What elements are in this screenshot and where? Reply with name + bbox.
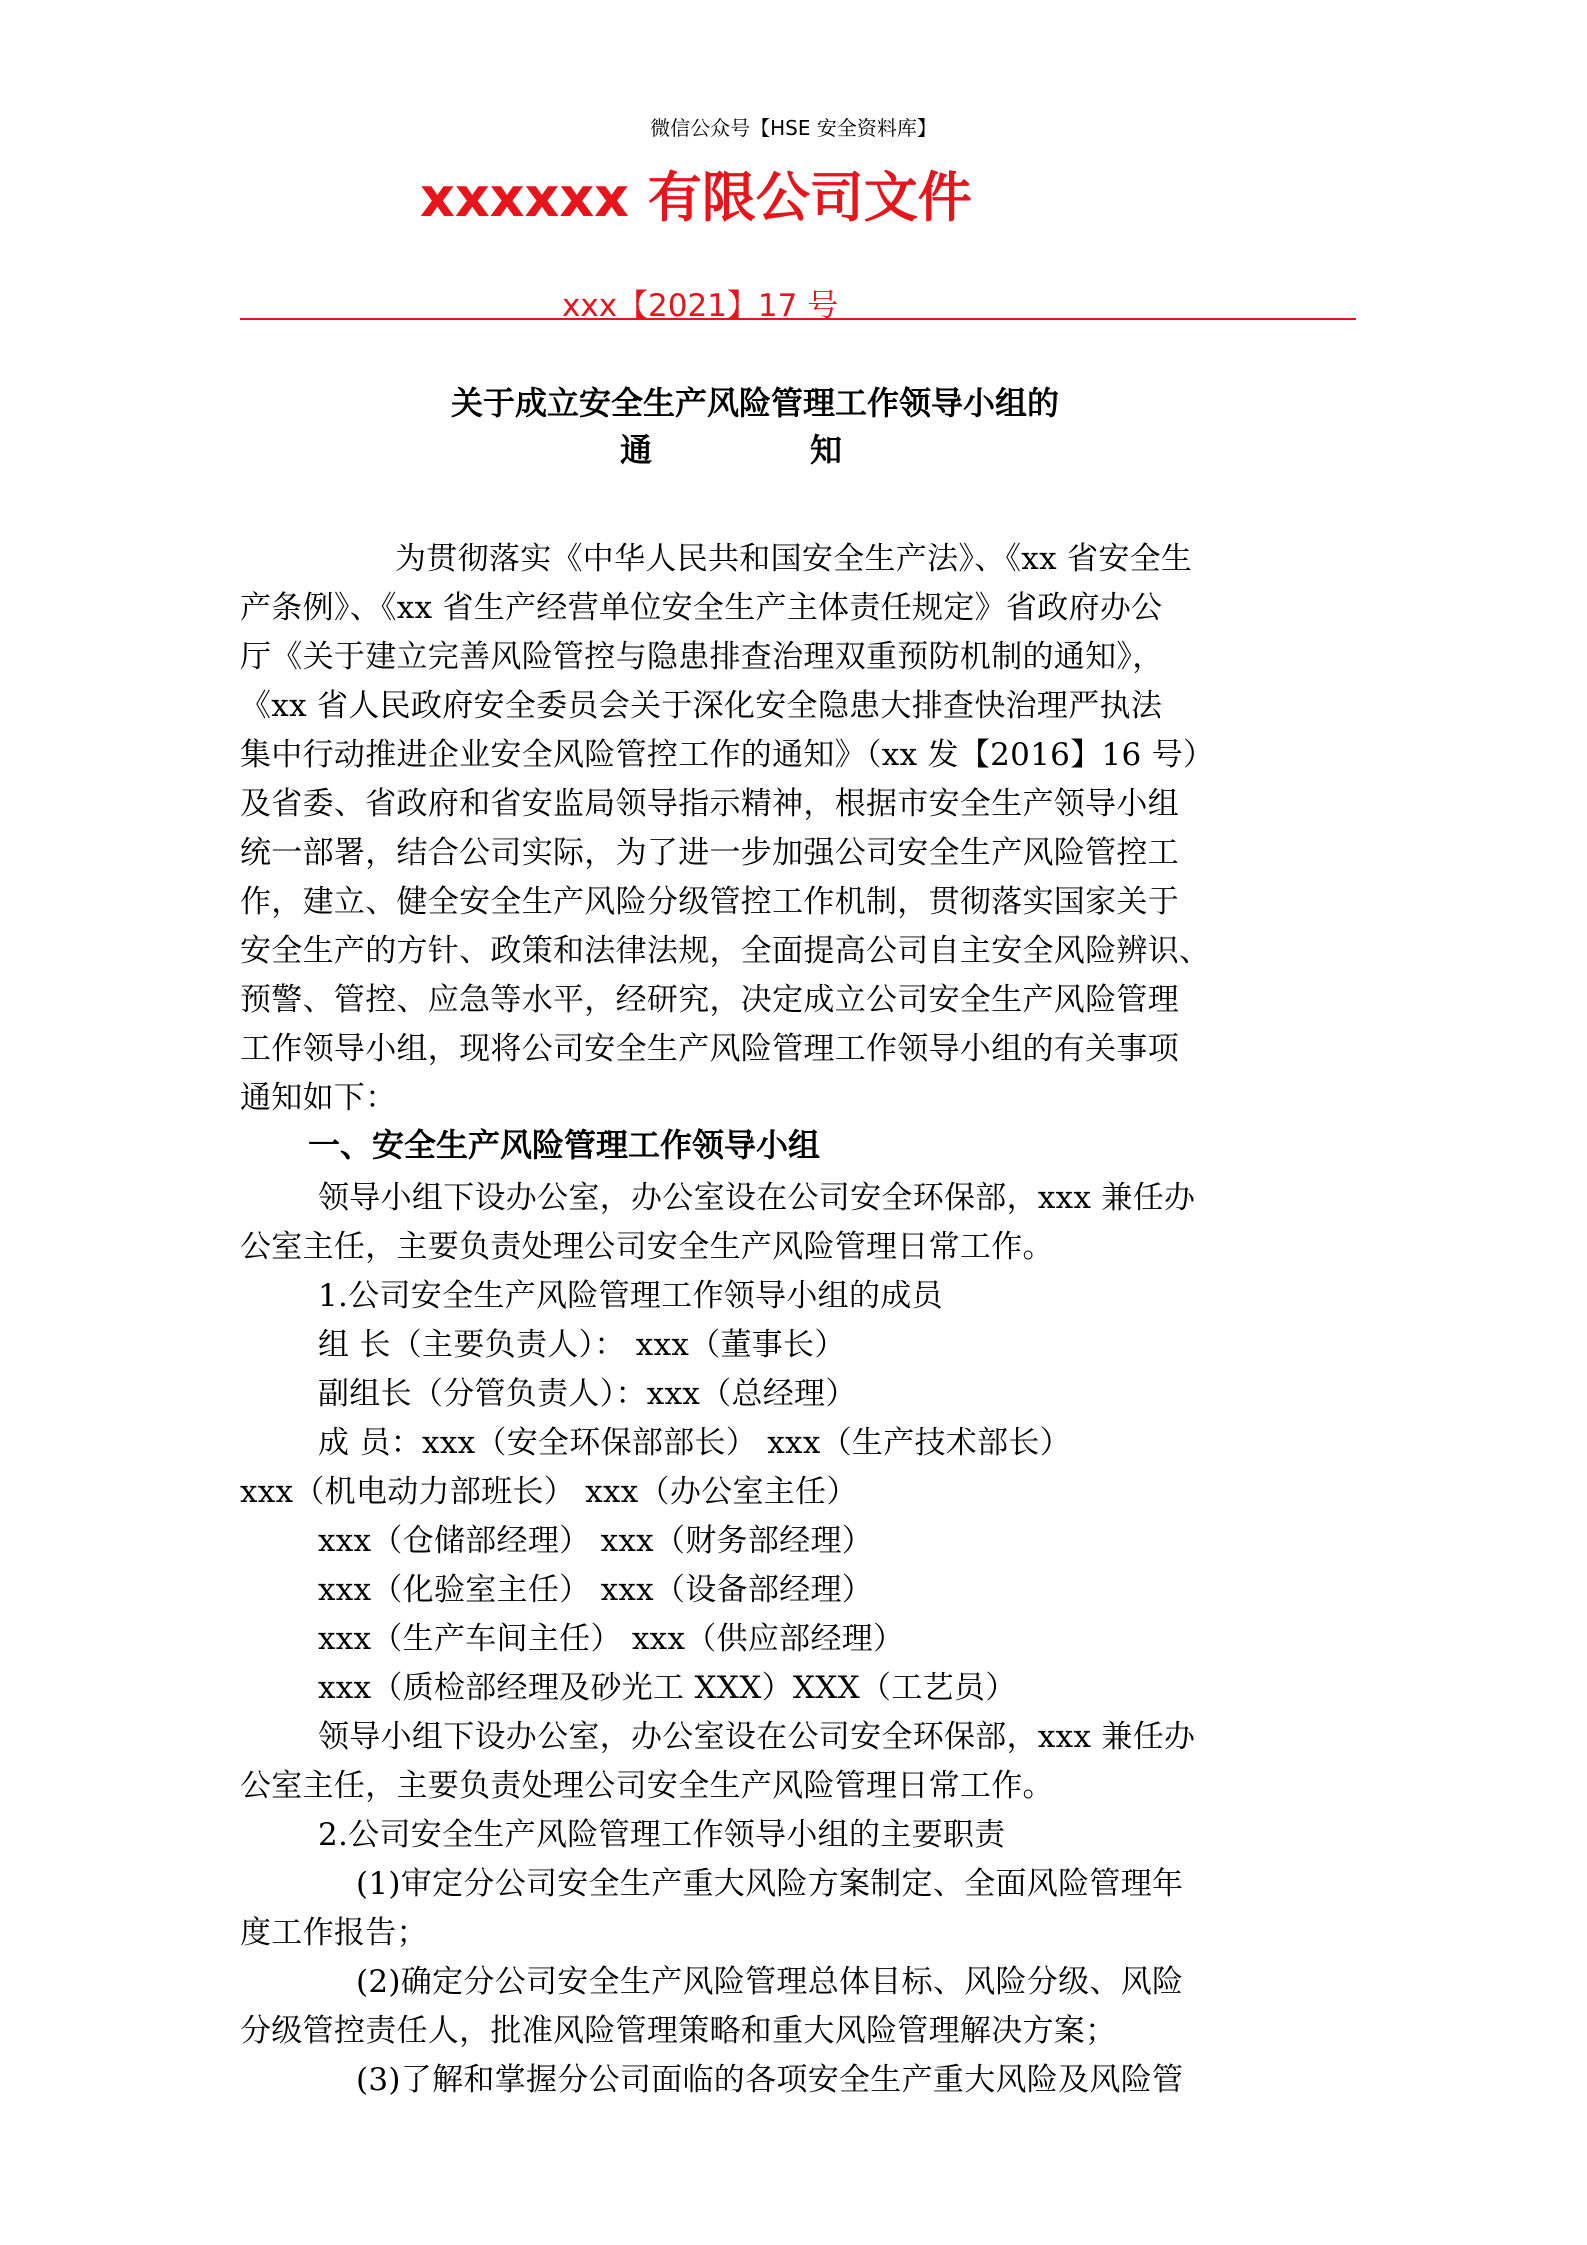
intro-line: 厅《关于建立完善风险管控与隐患排查治理双重预防机制的通知》， bbox=[240, 639, 1164, 675]
intro-line: 《xx 省人民政府安全委员会关于深化安全隐患大排查快治理严执法 bbox=[240, 688, 1163, 724]
duty-item: (2)确定分公司安全生产风险管理总体目标、风险分级、风险 bbox=[356, 1964, 1184, 2000]
office-line: 公室主任，主要负责处理公司安全生产风险管理日常工作。 bbox=[240, 1768, 1054, 1804]
member-list-line: xxx（机电动力部班长） xxx（办公室主任） bbox=[240, 1474, 858, 1510]
watermark-text: 微信公众号【HSE 安全资料库】 bbox=[650, 116, 937, 140]
office-line: 公室主任，主要负责处理公司安全生产风险管理日常工作。 bbox=[240, 1229, 1054, 1265]
intro-line: 为贯彻落实《中华人民共和国安全生产法》、《xx 省安全生 bbox=[395, 541, 1193, 577]
intro-line: 安全生产的方针、政策和法律法规，全面提高公司自主安全风险辨识、 bbox=[240, 933, 1211, 969]
duty-item: (3)了解和掌握分公司面临的各项安全生产重大风险及风险管 bbox=[356, 2062, 1184, 2098]
member-list-line: 成 员：xxx（安全环保部部长） xxx（生产技术部长） bbox=[318, 1425, 1072, 1461]
section-heading: 一、安全生产风险管理工作领导小组 bbox=[308, 1126, 821, 1164]
intro-line: 工作领导小组，现将公司安全生产风险管理工作领导小组的有关事项 bbox=[240, 1031, 1179, 1067]
office-line: 领导小组下设办公室，办公室设在公司安全环保部，xxx 兼任办 bbox=[318, 1180, 1196, 1216]
red-divider-line bbox=[240, 318, 1356, 320]
intro-line: 统一部署，结合公司实际，为了进一步加强公司安全生产风险管控工 bbox=[240, 835, 1179, 871]
notice-title-char-2: 知 bbox=[810, 431, 843, 469]
intro-line: 产条例》、《xx 省生产经营单位安全生产主体责任规定》省政府办公 bbox=[240, 590, 1163, 626]
intro-line: 作，建立、健全安全生产风险分级管控工作机制，贯彻落实国家关于 bbox=[240, 884, 1179, 920]
notice-title-char-1: 通 bbox=[620, 431, 653, 469]
member-list-line: xxx（化验室主任） xxx（设备部经理） bbox=[318, 1572, 874, 1608]
company-document-title: xxxxxx 有限公司文件 bbox=[420, 166, 972, 229]
duty-item: 度工作报告； bbox=[240, 1915, 428, 1951]
intro-line: 通知如下： bbox=[240, 1080, 397, 1116]
document-number: xxx【2021】17 号 bbox=[562, 288, 839, 324]
duty-item: 分级管控责任人，批准风险管理策略和重大风险管理解决方案； bbox=[240, 2013, 1117, 2049]
notice-title: 关于成立安全生产风险管理工作领导小组的 bbox=[450, 384, 1059, 422]
member-list-line: xxx（生产车间主任） xxx（供应部经理） bbox=[318, 1621, 905, 1657]
office-line: 领导小组下设办公室，办公室设在公司安全环保部，xxx 兼任办 bbox=[318, 1719, 1196, 1755]
duties-heading: 2.公司安全生产风险管理工作领导小组的主要职责 bbox=[318, 1817, 1006, 1853]
intro-line: 预警、管控、应急等水平，经研究，决定成立公司安全生产风险管理 bbox=[240, 982, 1179, 1018]
intro-line: 集中行动推进企业安全风险管控工作的通知》（xx 发【2016】16 号） bbox=[240, 737, 1215, 773]
intro-line: 及省委、省政府和省安监局领导指示精神，根据市安全生产领导小组 bbox=[240, 786, 1179, 822]
duty-item: (1)审定分公司安全生产重大风险方案制定、全面风险管理年 bbox=[356, 1866, 1184, 1902]
members-heading: 1.公司安全生产风险管理工作领导小组的成员 bbox=[318, 1278, 943, 1314]
member-leader: 组 长（主要负责人）： xxx（董事长） bbox=[318, 1327, 846, 1363]
member-list-line: xxx（仓储部经理） xxx（财务部经理） bbox=[318, 1523, 874, 1559]
member-deputy: 副组长（分管负责人）：xxx（总经理） bbox=[318, 1376, 857, 1412]
member-list-line: xxx（质检部经理及砂光工 XXX）XXX（工艺员） bbox=[318, 1670, 1017, 1706]
